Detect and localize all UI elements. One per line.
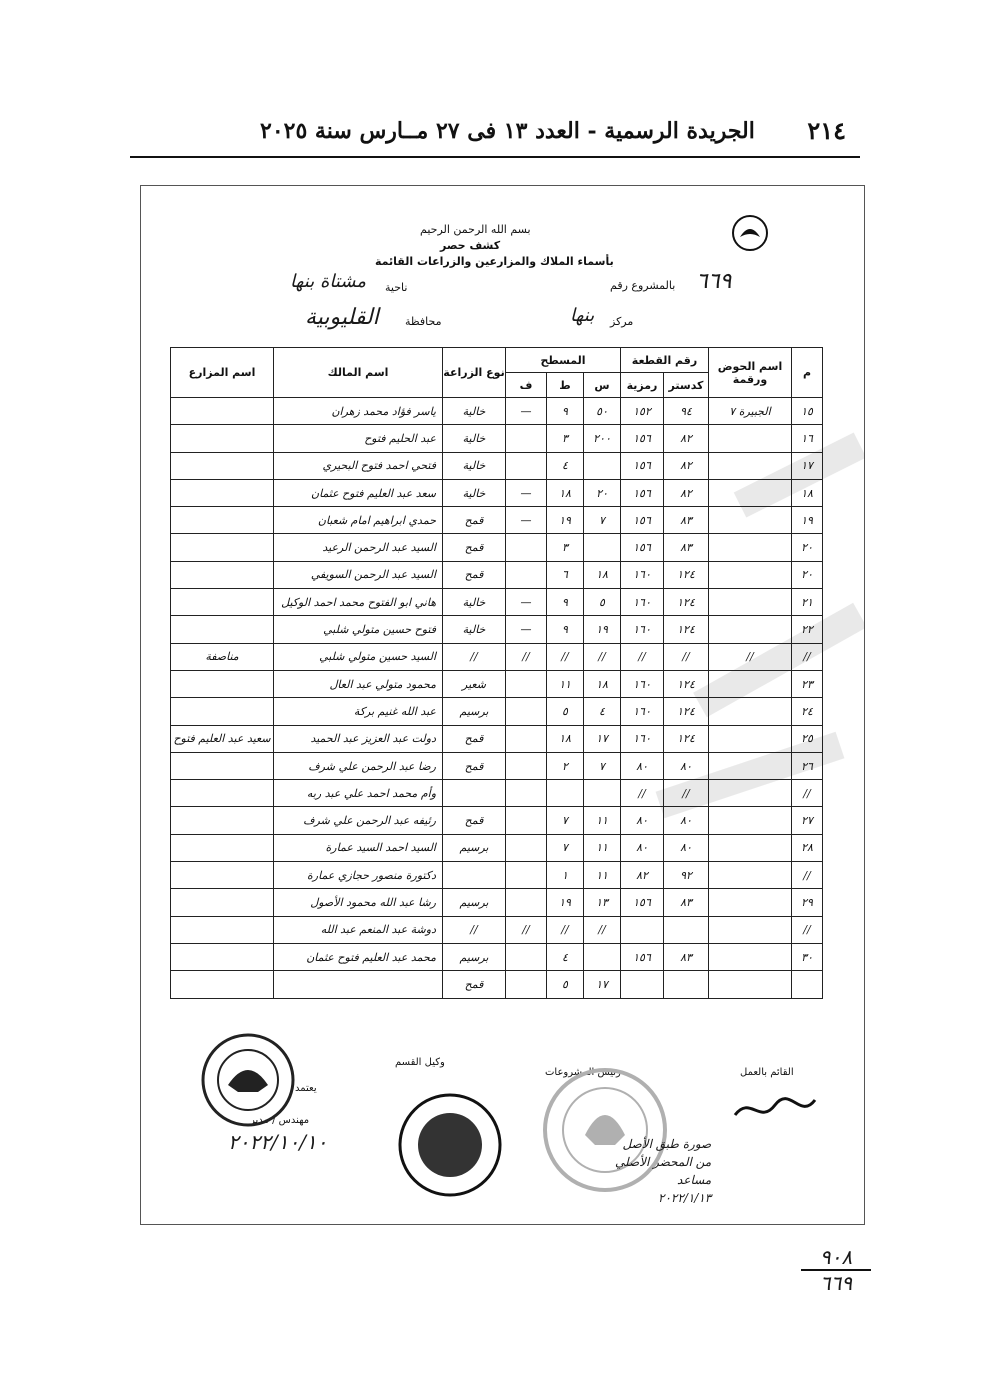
area-t-cell: ١٨ — [547, 479, 584, 506]
table-row — [171, 616, 823, 643]
cadastre-cell — [664, 916, 709, 943]
farmer-cell — [171, 616, 274, 643]
owner-cell — [274, 971, 443, 998]
area-s-cell: ١٨ — [584, 561, 621, 588]
symbolic-cell: ١٥٢ — [621, 398, 664, 425]
label-worker: القائم بالعمل — [740, 1067, 794, 1078]
area-f-cell: // — [506, 916, 547, 943]
farmer-cell — [171, 916, 274, 943]
table-row — [171, 425, 823, 452]
cadastre-cell — [664, 971, 709, 998]
area-f-cell — [506, 752, 547, 779]
area-t-cell: ١١ — [547, 670, 584, 697]
owner-cell: عبد الحليم فتوح — [274, 425, 443, 452]
certified-note-line: من المحضر الأصلي — [615, 1155, 712, 1169]
table-row — [171, 834, 823, 861]
row-number-cell: ٢٢ — [792, 616, 823, 643]
crop-cell: // — [443, 916, 506, 943]
area-s-cell — [584, 534, 621, 561]
farmer-cell — [171, 971, 274, 998]
cadastre-cell: ٨٣ — [664, 507, 709, 534]
area-s-cell: ١٣ — [584, 889, 621, 916]
area-f-cell — [506, 425, 547, 452]
area-s-cell: ٥ — [584, 589, 621, 616]
crop-cell: خالية — [443, 589, 506, 616]
area-t-cell: ٢ — [547, 752, 584, 779]
label-approved: يعتمد — [295, 1083, 317, 1094]
basin-cell — [709, 862, 792, 889]
scanned-form — [140, 185, 865, 1225]
header-f: ف — [506, 373, 547, 398]
table-row — [171, 643, 823, 670]
farmer-cell — [171, 534, 274, 561]
governorate-label: محافظة — [405, 315, 442, 328]
crop-cell: قمح — [443, 561, 506, 588]
running-header — [130, 110, 860, 150]
project-label: بالمشروع رقم — [610, 279, 676, 292]
area-t-cell: ١٨ — [547, 725, 584, 752]
cadastre-cell: // — [664, 643, 709, 670]
area-t-cell: ١٩ — [547, 507, 584, 534]
area-s-cell: // — [584, 916, 621, 943]
area-t-cell: ٦ — [547, 561, 584, 588]
basin-cell — [709, 752, 792, 779]
farmer-cell — [171, 561, 274, 588]
header-m: م — [792, 348, 823, 398]
area-t-cell: ٣ — [547, 425, 584, 452]
area-t-cell: ٧ — [547, 834, 584, 861]
area-f-cell — [506, 670, 547, 697]
owner-cell: دولت عبد العزيز عبد الحميد — [274, 725, 443, 752]
basin-cell — [709, 780, 792, 807]
row-number-cell: ٢١ — [792, 589, 823, 616]
cadastre-cell: ٨٢ — [664, 452, 709, 479]
basin-cell — [709, 916, 792, 943]
page-number: ٢١٤ — [807, 116, 846, 145]
owner-cell: السيد احمد السيد عمارة — [274, 834, 443, 861]
area-s-cell — [584, 943, 621, 970]
signature-scribble — [730, 1090, 820, 1130]
area-f-cell — [506, 698, 547, 725]
cadastre-cell: ١٢٤ — [664, 725, 709, 752]
header-farmer: اسم المزارع — [171, 348, 274, 398]
crop-cell: خالية — [443, 479, 506, 506]
area-s-cell: ٤ — [584, 698, 621, 725]
area-s-cell — [584, 780, 621, 807]
symbolic-cell: ١٥٦ — [621, 507, 664, 534]
area-s-cell: ١٨ — [584, 670, 621, 697]
area-f-cell — [506, 534, 547, 561]
table-row — [171, 780, 823, 807]
cadastre-cell: // — [664, 780, 709, 807]
area-f-cell — [506, 889, 547, 916]
authority-logo-icon — [730, 213, 770, 253]
project-number: ٦٦٩ — [696, 269, 732, 294]
official-seal-left — [198, 1030, 298, 1130]
farmer-cell — [171, 862, 274, 889]
area-f-cell — [506, 807, 547, 834]
basin-cell — [709, 698, 792, 725]
crop-cell: قمح — [443, 534, 506, 561]
crop-cell: قمح — [443, 507, 506, 534]
farmer-cell — [171, 807, 274, 834]
area-f-cell — [506, 943, 547, 970]
header-t: ط — [547, 373, 584, 398]
area-f-cell — [506, 452, 547, 479]
farmer-cell — [171, 479, 274, 506]
symbolic-cell: ١٥٦ — [621, 889, 664, 916]
row-number-cell: ٢٧ — [792, 807, 823, 834]
basin-cell — [709, 834, 792, 861]
corner-note-bottom: ٦٦٩ — [819, 1271, 853, 1295]
cadastre-cell: ٨٠ — [664, 834, 709, 861]
area-f-cell: — — [506, 589, 547, 616]
row-number-cell: // — [792, 862, 823, 889]
row-number-cell: ١٦ — [792, 425, 823, 452]
row-number-cell: // — [792, 780, 823, 807]
row-number-cell — [792, 971, 823, 998]
basin-cell — [709, 889, 792, 916]
table-row — [171, 752, 823, 779]
symbolic-cell: // — [621, 643, 664, 670]
row-number-cell: ٣٠ — [792, 943, 823, 970]
crop-cell — [443, 780, 506, 807]
crop-cell: قمح — [443, 971, 506, 998]
certified-note-date: ٢٠٢٢/١/١٣ — [658, 1191, 712, 1205]
owner-cell: السيد عبد الرحمن السويفي — [274, 561, 443, 588]
table-row — [171, 943, 823, 970]
basin-cell — [709, 616, 792, 643]
table-row — [171, 534, 823, 561]
cadastre-cell: ٨٢ — [664, 479, 709, 506]
basin-cell — [709, 507, 792, 534]
area-t-cell: ٩ — [547, 589, 584, 616]
table-row — [171, 507, 823, 534]
symbolic-cell: ١٦٠ — [621, 670, 664, 697]
row-number-cell: ١٧ — [792, 452, 823, 479]
symbolic-cell: // — [621, 780, 664, 807]
owner-cell: دكتورة منصور حجازي عمارة — [274, 862, 443, 889]
corner-fraction-note — [801, 1245, 871, 1295]
row-number-cell: ٢٠ — [792, 561, 823, 588]
crop-cell: خالية — [443, 398, 506, 425]
symbolic-cell: ٨٢ — [621, 862, 664, 889]
table-row — [171, 916, 823, 943]
owner-cell: وأم محمد احمد علي عبد ربه — [274, 780, 443, 807]
cadastre-cell: ٨٠ — [664, 807, 709, 834]
farmer-cell — [171, 670, 274, 697]
area-t-cell: // — [547, 643, 584, 670]
basin-cell — [709, 971, 792, 998]
village-value: مشتاة بنها — [290, 271, 366, 292]
row-number-cell: ٢٨ — [792, 834, 823, 861]
crop-cell: برسيم — [443, 698, 506, 725]
cadastre-cell: ٨٣ — [664, 534, 709, 561]
area-s-cell: ٥٠ — [584, 398, 621, 425]
basin-cell — [709, 452, 792, 479]
table-row — [171, 807, 823, 834]
farmer-cell — [171, 752, 274, 779]
farmer-cell — [171, 889, 274, 916]
basin-cell — [709, 807, 792, 834]
table-row — [171, 561, 823, 588]
symbolic-cell: ٨٠ — [621, 834, 664, 861]
symbolic-cell: ١٥٦ — [621, 943, 664, 970]
row-number-cell: ٢٦ — [792, 752, 823, 779]
symbolic-cell: ١٥٦ — [621, 479, 664, 506]
farmer-cell: سعيد عبد العليم فتوح — [171, 725, 274, 752]
symbolic-cell: ١٥٦ — [621, 425, 664, 452]
area-t-cell — [547, 780, 584, 807]
cadastre-cell: ١٢٤ — [664, 616, 709, 643]
area-s-cell: ٧ — [584, 752, 621, 779]
owner-cell: هاني ابو الفتوح محمد احمد الوكيل — [274, 589, 443, 616]
area-s-cell: ١١ — [584, 862, 621, 889]
area-t-cell: ٣ — [547, 534, 584, 561]
area-s-cell: ١١ — [584, 807, 621, 834]
owner-cell: رئيفه عبد الرحمن علي شرف — [274, 807, 443, 834]
row-number-cell: ١٥ — [792, 398, 823, 425]
row-number-cell: ١٩ — [792, 507, 823, 534]
farmer-cell — [171, 834, 274, 861]
table-row — [171, 452, 823, 479]
farmer-cell — [171, 425, 274, 452]
corner-note-top: ٩٠٨ — [819, 1245, 853, 1269]
crop-cell: برسيم — [443, 889, 506, 916]
cadastre-cell: ١٢٤ — [664, 589, 709, 616]
cadastre-cell: ١٢٤ — [664, 670, 709, 697]
farmer-cell — [171, 698, 274, 725]
basin-cell: الجبيرة ٧ — [709, 398, 792, 425]
area-f-cell — [506, 862, 547, 889]
owner-cell: رشا عبد الله محمود الأصول — [274, 889, 443, 916]
symbolic-cell: ١٦٠ — [621, 589, 664, 616]
area-t-cell: ٤ — [547, 452, 584, 479]
area-f-cell: — — [506, 398, 547, 425]
owner-cell: السيد حسين متولي شلبي — [274, 643, 443, 670]
markaz-label: مركز — [610, 315, 634, 328]
symbolic-cell — [621, 971, 664, 998]
area-f-cell — [506, 725, 547, 752]
basmala: بسم الله الرحمن الرحيم — [420, 223, 531, 236]
basin-cell — [709, 943, 792, 970]
symbolic-cell: ١٦٠ — [621, 725, 664, 752]
farmer-cell — [171, 398, 274, 425]
area-s-cell: ٧ — [584, 507, 621, 534]
cadastre-cell: ١٢٤ — [664, 698, 709, 725]
area-s-cell: ١٧ — [584, 971, 621, 998]
area-t-cell: ١ — [547, 862, 584, 889]
governorate-value: القليوبية — [305, 305, 379, 330]
header-parcel: رقم القطعة — [621, 348, 709, 373]
row-number-cell: // — [792, 916, 823, 943]
basin-cell — [709, 725, 792, 752]
crop-cell: برسيم — [443, 943, 506, 970]
basin-cell — [709, 561, 792, 588]
symbolic-cell: ٨٠ — [621, 807, 664, 834]
basin-cell — [709, 425, 792, 452]
header-symbolic: رمزية — [621, 373, 664, 398]
area-t-cell: ٩ — [547, 398, 584, 425]
owner-cell: دوشة عبد المنعم عبد الله — [274, 916, 443, 943]
owner-cell: محمود متولي عبد العال — [274, 670, 443, 697]
survey-table — [170, 347, 823, 999]
row-number-cell: ١٨ — [792, 479, 823, 506]
row-number-cell: // — [792, 643, 823, 670]
area-s-cell: ٢٠٠ — [584, 425, 621, 452]
gazette-title: الجريدة الرسمية - العدد ١٣ فى ٢٧ مــارس سنة ٢٠٢٥ — [260, 118, 755, 144]
table-row — [171, 725, 823, 752]
area-f-cell: — — [506, 479, 547, 506]
row-number-cell: ٢٥ — [792, 725, 823, 752]
label-section-agent: وكيل القسم — [395, 1057, 445, 1068]
area-f-cell: — — [506, 507, 547, 534]
basin-cell — [709, 589, 792, 616]
table-row — [171, 889, 823, 916]
area-f-cell — [506, 971, 547, 998]
owner-cell: محمد عبد العليم فتوح عثمان — [274, 943, 443, 970]
area-f-cell: — — [506, 616, 547, 643]
row-number-cell: ٢٩ — [792, 889, 823, 916]
symbolic-cell: ١٦٠ — [621, 698, 664, 725]
farmer-cell — [171, 452, 274, 479]
area-s-cell: ١٩ — [584, 616, 621, 643]
header-crop: نوع الزراعة — [443, 348, 506, 398]
basin-cell — [709, 479, 792, 506]
area-f-cell — [506, 561, 547, 588]
certified-note-line: مساعد — [676, 1173, 712, 1187]
symbolic-cell: ١٥٦ — [621, 534, 664, 561]
header-s: س — [584, 373, 621, 398]
area-t-cell: ٥ — [547, 698, 584, 725]
header-owner: اسم المالك — [274, 348, 443, 398]
crop-cell: شعير — [443, 670, 506, 697]
owner-cell: فتحي احمد فتوح البحيري — [274, 452, 443, 479]
crop-cell: // — [443, 643, 506, 670]
crop-cell: خالية — [443, 425, 506, 452]
farmer-cell — [171, 507, 274, 534]
table-row — [171, 670, 823, 697]
basin-cell: // — [709, 643, 792, 670]
owner-cell: السيد عبد الرحمن الرعيد — [274, 534, 443, 561]
table-row — [171, 698, 823, 725]
owner-cell: رضا عبد الرحمن علي شرف — [274, 752, 443, 779]
table-row — [171, 589, 823, 616]
area-t-cell: ٥ — [547, 971, 584, 998]
header-cadastre: كدستر — [664, 373, 709, 398]
cadastre-cell: ٩٤ — [664, 398, 709, 425]
crop-cell: خالية — [443, 452, 506, 479]
area-s-cell: ٢٠ — [584, 479, 621, 506]
form-title: كشف حصر — [440, 239, 501, 252]
markaz-value: بنها — [570, 305, 595, 326]
crop-cell — [443, 862, 506, 889]
crop-cell: قمح — [443, 725, 506, 752]
cadastre-cell: ٨٣ — [664, 889, 709, 916]
row-number-cell: ٢٤ — [792, 698, 823, 725]
area-f-cell — [506, 780, 547, 807]
owner-cell: عبد الله غنيم بركة — [274, 698, 443, 725]
form-subtitle: بأسماء الملاك والمزارعين والزراعات القائمة — [375, 255, 614, 268]
symbolic-cell: ٨٠ — [621, 752, 664, 779]
area-t-cell: ٤ — [547, 943, 584, 970]
symbolic-cell: ١٦٠ — [621, 561, 664, 588]
table-row — [171, 398, 823, 425]
label-engineer: مهندس / مدير — [250, 1115, 310, 1126]
basin-cell — [709, 534, 792, 561]
area-f-cell — [506, 834, 547, 861]
area-s-cell — [584, 452, 621, 479]
owner-cell: فتوح حسين متولي شلبي — [274, 616, 443, 643]
handwritten-date: ٢٠٢٢/١٠/١٠ — [228, 1130, 328, 1154]
label-head-of-projects: رئيس المشروعات — [545, 1067, 621, 1078]
official-seal-center — [395, 1090, 505, 1200]
village-label: ناحية — [385, 281, 408, 294]
table-row — [171, 479, 823, 506]
farmer-cell — [171, 780, 274, 807]
area-s-cell: // — [584, 643, 621, 670]
area-t-cell: // — [547, 916, 584, 943]
area-t-cell: ٩ — [547, 616, 584, 643]
header-area: المسطح — [506, 348, 621, 373]
table-body — [171, 398, 823, 999]
area-s-cell: ١٧ — [584, 725, 621, 752]
header-rule — [130, 156, 860, 158]
header-basin: اسم الحوض ورقمة — [709, 348, 792, 398]
table-row — [171, 862, 823, 889]
crop-cell: قمح — [443, 807, 506, 834]
certified-copy-note — [615, 1135, 711, 1207]
owner-cell: حمدي ابراهيم امام شعبان — [274, 507, 443, 534]
area-f-cell: // — [506, 643, 547, 670]
row-number-cell: ٢٣ — [792, 670, 823, 697]
cadastre-cell: ٨٠ — [664, 752, 709, 779]
farmer-cell — [171, 943, 274, 970]
area-t-cell: ٧ — [547, 807, 584, 834]
symbolic-cell — [621, 916, 664, 943]
cadastre-cell: ٨٢ — [664, 425, 709, 452]
area-s-cell: ١١ — [584, 834, 621, 861]
owner-cell: ياسر فؤاد محمد زهران — [274, 398, 443, 425]
table-row — [171, 971, 823, 998]
basin-cell — [709, 670, 792, 697]
farmer-cell — [171, 589, 274, 616]
symbolic-cell: ١٥٦ — [621, 452, 664, 479]
owner-cell: سعد عبد العليم فتوح عثمان — [274, 479, 443, 506]
cadastre-cell: ٨٣ — [664, 943, 709, 970]
certified-note-line: صورة طبق الأصل — [622, 1137, 712, 1151]
row-number-cell: ٢٠ — [792, 534, 823, 561]
farmer-cell: مناصفة — [171, 643, 274, 670]
cadastre-cell: ١٢٤ — [664, 561, 709, 588]
symbolic-cell: ١٦٠ — [621, 616, 664, 643]
cadastre-cell: ٩٢ — [664, 862, 709, 889]
crop-cell: خالية — [443, 616, 506, 643]
area-t-cell: ١٩ — [547, 889, 584, 916]
crop-cell: قمح — [443, 752, 506, 779]
crop-cell: برسيم — [443, 834, 506, 861]
